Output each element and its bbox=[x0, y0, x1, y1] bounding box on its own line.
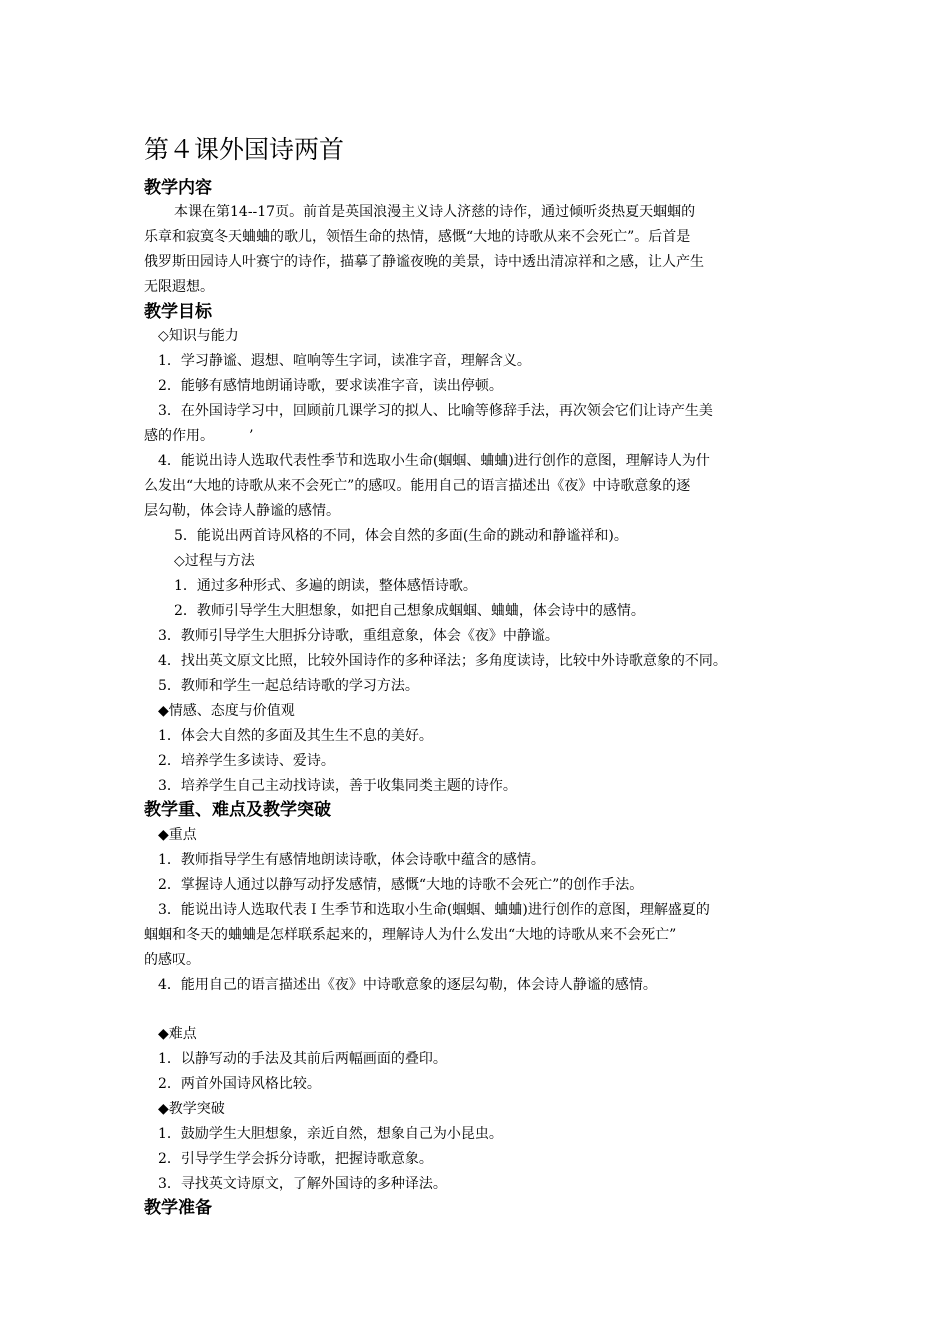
subheading-process: ◇过程与方法 bbox=[174, 553, 255, 569]
goal-item-cont: 感的作用。 ’ bbox=[144, 428, 254, 444]
difficult-item: 2．两首外国诗风格比较。 bbox=[158, 1076, 321, 1092]
goal-item-cont: 么发出“大地的诗歌从来不会死亡”的感叹。能用自己的语言描述出《夜》中诗歌意象的逐 bbox=[144, 478, 691, 494]
content-line-3: 俄罗斯田园诗人叶赛宁的诗作，描摹了静谧夜晚的美景，诗中透出清凉祥和之感，让人产生 bbox=[144, 254, 704, 270]
content-line-4: 无限遐想。 bbox=[144, 279, 214, 295]
subheading-knowledge: ◇知识与能力 bbox=[158, 328, 239, 344]
subheading-difficult: ◆难点 bbox=[158, 1026, 197, 1042]
content-line-1: 本课在第14--17页。前首是英国浪漫主义诗人济慈的诗作，通过倾听炎热夏天蝈蝈的 bbox=[174, 204, 696, 220]
focus-item: 3．能说出诗人选取代表Ｉ生季节和选取小生命(蝈蝈、蛐蛐)进行创作的意图，理解盛夏的 bbox=[158, 902, 710, 918]
subheading-breakthrough: ◆教学突破 bbox=[158, 1101, 225, 1117]
goal-item: 2．能够有感情地朗诵诗歌，要求读准字音，读出停顿。 bbox=[158, 378, 503, 394]
lesson-title: 第４课外国诗两首 bbox=[144, 135, 345, 164]
process-item: 2．教师引导学生大胆想象，如把自己想象成蝈蝈、蛐蛐，体会诗中的感情。 bbox=[174, 603, 645, 619]
subheading-focus: ◆重点 bbox=[158, 827, 197, 843]
breakthrough-item: 3．寻找英文诗原文，了解外国诗的多种译法。 bbox=[158, 1176, 447, 1192]
emotion-item: 1．体会大自然的多面及其生生不息的美好。 bbox=[158, 728, 433, 744]
heading-teaching-goals: 教学目标 bbox=[144, 302, 212, 322]
focus-item: 1．教师指导学生有感情地朗读诗歌，体会诗歌中蕴含的感情。 bbox=[158, 852, 545, 868]
content-line-2: 乐章和寂寞冬天蛐蛐的歌儿，领悟生命的热情，感慨“大地的诗歌从来不会死亡”。后首是 bbox=[144, 229, 691, 245]
focus-item-cont: 的感叹。 bbox=[144, 952, 200, 968]
emotion-item: 3．培养学生自己主动找诗读，善于收集同类主题的诗作。 bbox=[158, 778, 517, 794]
heading-key-points: 教学重、难点及教学突破 bbox=[144, 800, 331, 820]
focus-item: 2．掌握诗人通过以静写动抒发感情，感慨“大地的诗歌不会死亡”的创作手法。 bbox=[158, 877, 644, 893]
goal-item-cont: 层勾勒，体会诗人静谧的感情。 bbox=[144, 503, 340, 519]
goal-item: 4．能说出诗人选取代表性季节和选取小生命(蝈蝈、蛐蛐)进行创作的意图，理解诗人为什 bbox=[158, 453, 710, 469]
emotion-item: 2．培养学生多读诗、爱诗。 bbox=[158, 753, 335, 769]
breakthrough-item: 2．引导学生学会拆分诗歌，把握诗歌意象。 bbox=[158, 1151, 433, 1167]
process-item: 1．通过多种形式、多遍的朗读，整体感悟诗歌。 bbox=[174, 578, 477, 594]
goal-item: 3．在外国诗学习中，回顾前几课学习的拟人、比喻等修辞手法，再次领会它们让诗产生美 bbox=[158, 403, 713, 419]
subheading-emotion: ◆情感、态度与价值观 bbox=[158, 703, 295, 719]
focus-item: 4．能用自己的语言描述出《夜》中诗歌意象的逐层勾勒，体会诗人静谧的感情。 bbox=[158, 977, 657, 993]
process-item: 5．教师和学生一起总结诗歌的学习方法。 bbox=[158, 678, 419, 694]
goal-item: 1．学习静谧、遐想、喧响等生字词，读准字音，理解含义。 bbox=[158, 353, 531, 369]
heading-teaching-content: 教学内容 bbox=[144, 178, 212, 198]
heading-teaching-prep: 教学准备 bbox=[144, 1198, 212, 1218]
focus-item-cont: 蝈蝈和冬天的蛐蛐是怎样联系起来的，理解诗人为什么发出“大地的诗歌从来不会死亡” bbox=[144, 927, 677, 943]
process-item: 3．教师引导学生大胆拆分诗歌，重组意象，体会《夜》中静谧。 bbox=[158, 628, 559, 644]
difficult-item: 1．以静写动的手法及其前后两幅画面的叠印。 bbox=[158, 1051, 447, 1067]
process-item: 4．找出英文原文比照，比较外国诗作的多种译法；多角度读诗，比较中外诗歌意象的不同。 bbox=[158, 653, 727, 669]
breakthrough-item: 1．鼓励学生大胆想象，亲近自然，想象自己为小昆虫。 bbox=[158, 1126, 503, 1142]
goal-item: 5．能说出两首诗风格的不同，体会自然的多面(生命的跳动和静谧祥和)。 bbox=[174, 528, 628, 544]
